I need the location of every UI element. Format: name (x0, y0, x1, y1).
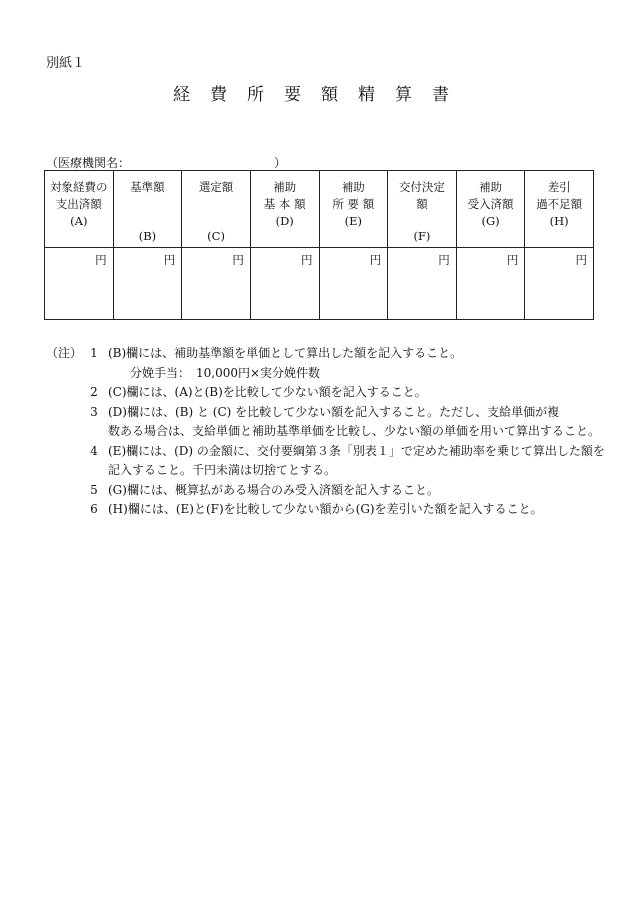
note-item-5 (46, 481, 606, 501)
col-header-code: (E) (344, 214, 362, 228)
amount-cell-e[interactable] (319, 248, 388, 320)
note-number: 6 (90, 502, 98, 516)
col-header-g (456, 171, 525, 248)
col-header-f (388, 171, 457, 248)
settlement-table (44, 170, 594, 320)
col-header-line: 基 本 額 (263, 197, 306, 211)
amount-cell-a[interactable] (45, 248, 114, 320)
note-item-4 (46, 442, 606, 481)
yen-unit: 円 (575, 253, 587, 267)
note-subtext: 分娩手当： 10,000円×実分娩件数 (130, 365, 321, 380)
amount-cell-h[interactable] (525, 248, 594, 320)
col-header-line: 基準額 (130, 180, 165, 194)
col-header-line: 額 (416, 197, 428, 211)
col-header-line: 過不足額 (536, 197, 583, 211)
note-item-6 (46, 500, 606, 520)
col-header-code: (G) (481, 214, 500, 228)
note-number: 3 (90, 404, 98, 419)
col-header-line: 交付決定 (398, 180, 445, 194)
col-header-h (525, 171, 594, 248)
col-header-line: 支出済額 (55, 197, 102, 211)
col-header-code: (A) (70, 214, 88, 228)
notes-section (46, 344, 606, 520)
amount-cell-d[interactable] (250, 248, 319, 320)
col-header-code: (D) (275, 214, 294, 228)
note-text: 記入すること。千円未満は切捨てとする。 (108, 463, 337, 477)
institution-name-line (46, 154, 286, 171)
note-number: 2 (90, 385, 98, 399)
document-title: 経費所要額精算書 (173, 85, 469, 105)
note-text: (B)欄には、補助基準額を単価として算出した額を記入すること。 (108, 346, 463, 360)
col-header-line: 差引 (547, 180, 571, 194)
note-text: (G)欄には、概算払がある場合のみ受入済額を記入すること。 (108, 482, 439, 497)
notes-label: （注） (46, 346, 83, 360)
col-header-line: 補助 (341, 180, 365, 194)
amount-cell-b[interactable] (113, 248, 182, 320)
note-number: 1 (90, 346, 98, 360)
col-header-a (45, 171, 114, 248)
col-header-line: 受入済額 (467, 197, 514, 211)
note-text: (C)欄には、(A)と(B)を比較して少ない額を記入すること。 (108, 385, 427, 399)
institution-label: （医療機関名： (46, 156, 131, 170)
note-text: (H)欄には、(E)と(F)を比較して少ない額から(G)を差引いた額を記入すること。 (108, 502, 543, 516)
col-header-code: (H) (549, 214, 569, 228)
table-header-row (45, 171, 594, 248)
col-header-line: 選定額 (198, 180, 234, 194)
note-item-1 (46, 344, 606, 383)
amount-cell-c[interactable] (182, 248, 251, 320)
note-text: (D)欄には、(B) と (C) を比較して少ない額を記入すること。ただし、支給単価が複 (108, 404, 560, 419)
yen-unit: 円 (369, 253, 382, 267)
note-item-3 (46, 403, 606, 442)
note-number: 5 (90, 482, 98, 497)
col-header-code: (F) (413, 229, 431, 243)
col-header-d (250, 171, 319, 248)
note-item-2 (46, 383, 606, 403)
yen-unit: 円 (232, 253, 244, 267)
col-header-c (182, 171, 251, 248)
attachment-label: 別紙１ (46, 56, 86, 71)
amount-cell-f[interactable] (388, 248, 457, 320)
col-header-line: 所 要 額 (332, 197, 375, 211)
table-row (45, 248, 594, 320)
col-header-line: 対象経費の (50, 180, 108, 194)
yen-unit: 円 (506, 253, 519, 267)
col-header-b (113, 171, 182, 248)
note-text: (E)欄には、(D) の金額に、交付要綱第３条「別表１」で定めた補助率を乗じて算出した額を (108, 443, 605, 458)
col-header-line: 補助 (273, 180, 297, 194)
col-header-code: (C) (207, 229, 225, 243)
yen-unit: 円 (163, 253, 176, 267)
col-header-code: (B) (138, 229, 157, 243)
yen-unit: 円 (301, 253, 313, 267)
col-header-line: 補助 (479, 180, 503, 194)
yen-unit: 円 (438, 253, 450, 267)
yen-unit: 円 (95, 253, 107, 267)
col-header-e (319, 171, 388, 248)
institution-name-field[interactable] (130, 154, 274, 171)
note-number: 4 (90, 443, 98, 458)
amount-cell-g[interactable] (456, 248, 525, 320)
note-text: 数ある場合は、支給単価と補助基準単価を比較し、少ない額の単価を用いて算出すること。 (108, 424, 601, 438)
institution-close: ） (273, 156, 286, 170)
